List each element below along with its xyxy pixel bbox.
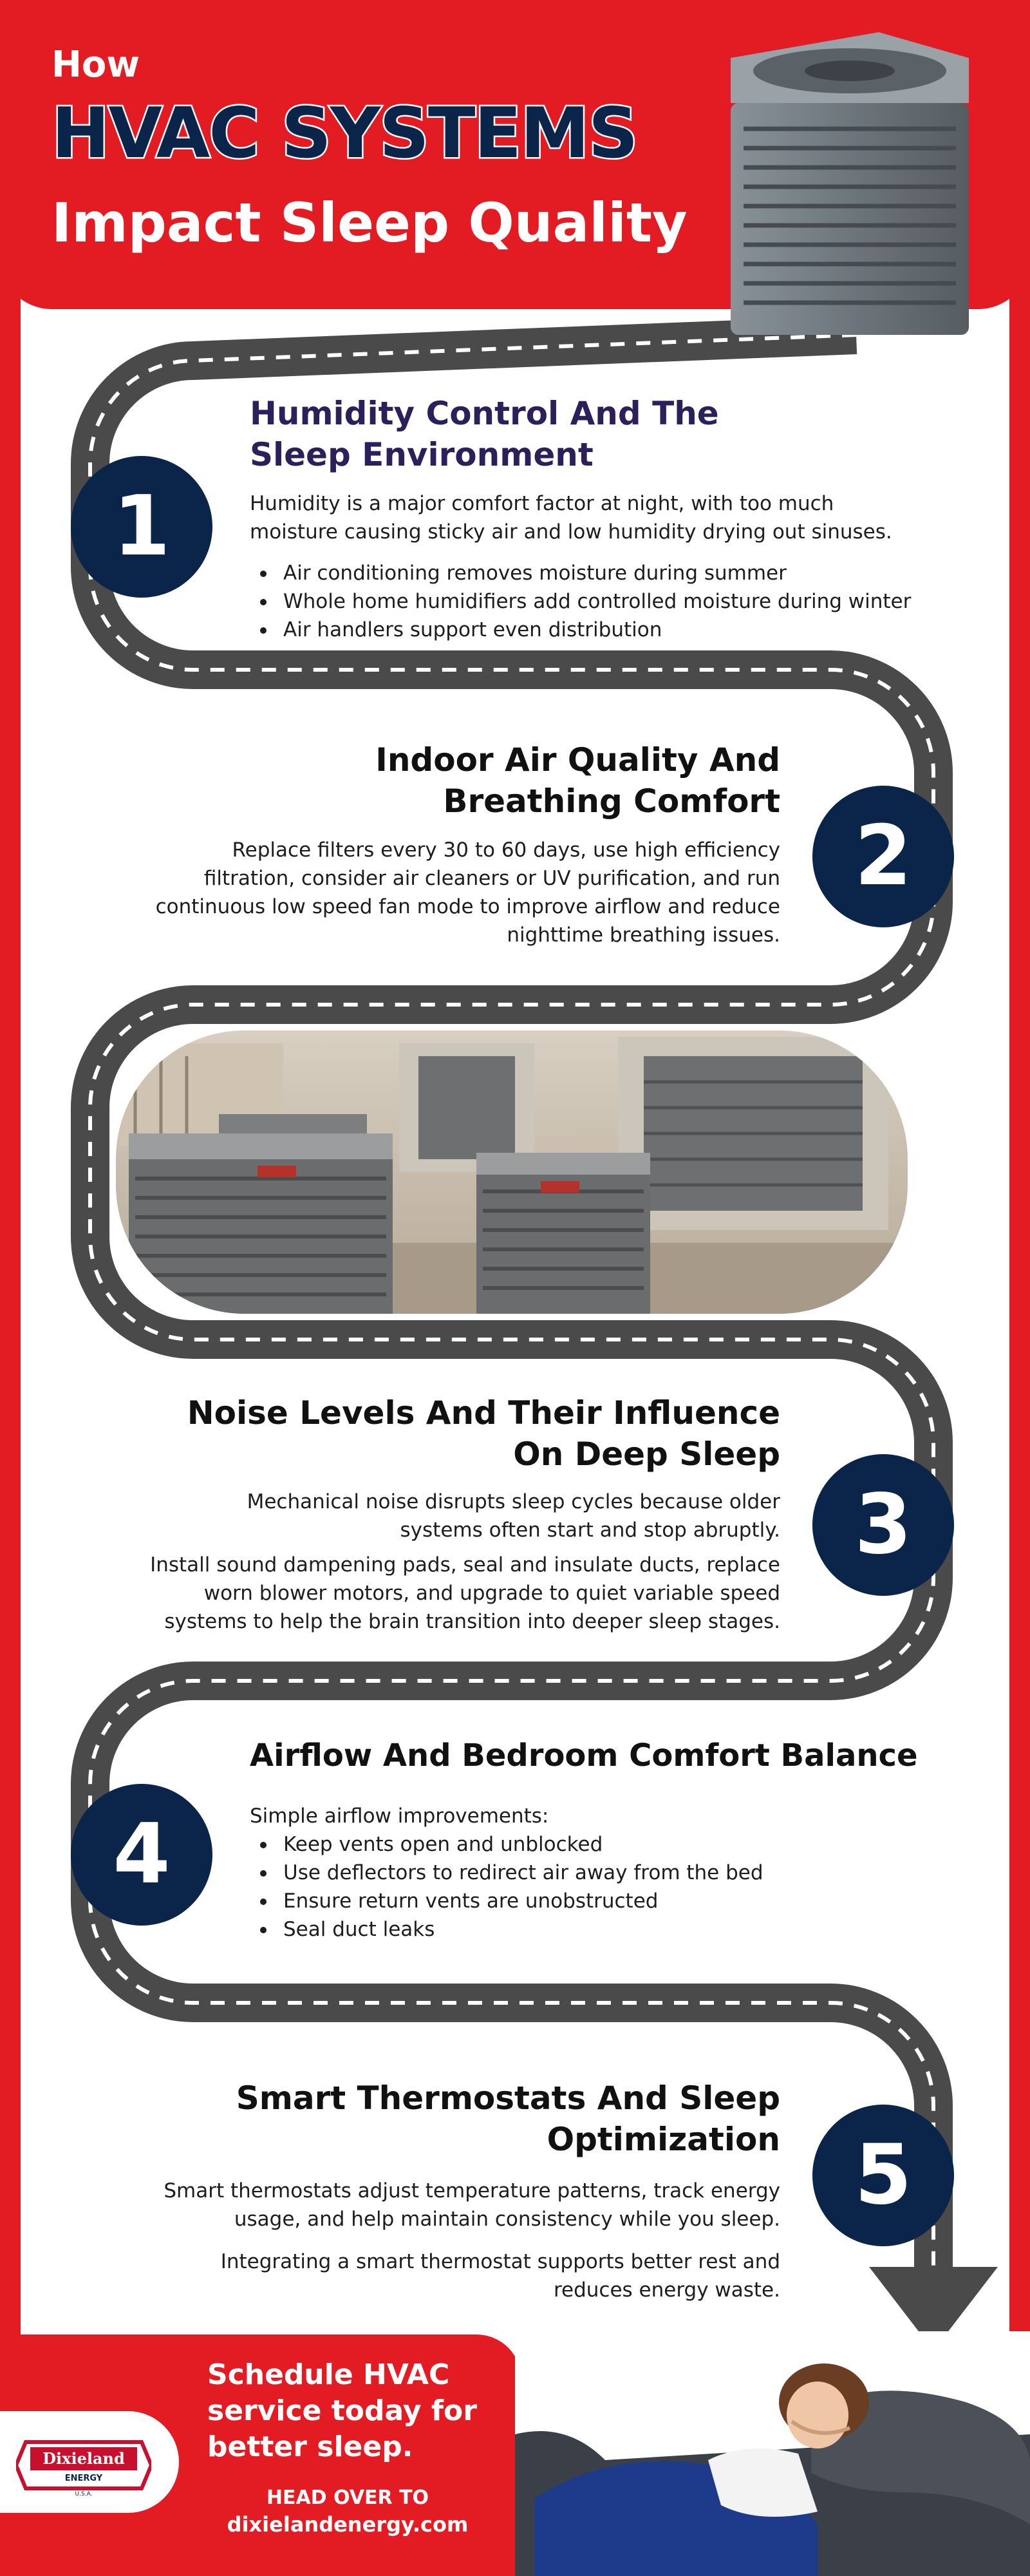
- section-2-title: [103, 739, 780, 822]
- head-over-label: HEAD OVER TO: [266, 2486, 429, 2509]
- section-2-body-line-3: continuous low speed fan mode to improve airflow and reduce: [155, 895, 780, 918]
- list-item: Use deflectors to redirect air away from the bed: [250, 1859, 990, 1887]
- section-5-title-line-1: Smart Thermostats And Sleep: [236, 2079, 780, 2117]
- section-5-para-2: [97, 2248, 780, 2304]
- section-5-para-1-line-1: Smart thermostats adjust temperature patterns, track energy: [164, 2179, 780, 2202]
- list-item: Keep vents open and unblocked: [250, 1830, 990, 1859]
- section-4-title: Airflow And Bedroom Comfort Balance: [250, 1738, 918, 1774]
- section-3-title-line-2: On Deep Sleep: [513, 1435, 780, 1473]
- section-2-number: 2: [812, 786, 954, 927]
- outdoor-ac-units-photo: [116, 1030, 908, 1314]
- list-item: Air conditioning removes moisture during summer: [250, 559, 990, 587]
- list-item: Air handlers support even distribution: [250, 616, 990, 644]
- logo-text-mid: ENERGY: [64, 2474, 103, 2483]
- section-1-bullet-list: [250, 559, 990, 644]
- section-2-title-line-2: Breathing Comfort: [443, 782, 780, 820]
- logo-text-top: Dixieland: [42, 2449, 125, 2468]
- section-2-body-line-1: Replace filters every 30 to 60 days, use high efficiency: [232, 838, 780, 862]
- sleeping-woman-photo: [515, 2331, 1030, 2576]
- section-3-title: [103, 1392, 780, 1475]
- section-5-title-line-2: Optimization: [547, 2121, 780, 2158]
- section-5-para-1: [97, 2177, 780, 2233]
- section-2-body: [97, 836, 780, 949]
- section-1-title-line-1: Humidity Control And The: [250, 395, 719, 432]
- section-5-para-2-line-2: reduces energy waste.: [553, 2278, 780, 2302]
- section-3-number: 3: [812, 1454, 954, 1596]
- header-title: HVAC SYSTEMS: [52, 93, 637, 174]
- section-3-para-2-line-1: Install sound dampening pads, seal and insulate ducts, replace: [150, 1553, 780, 1577]
- section-3-title-line-1: Noise Levels And Their Influence: [187, 1394, 780, 1432]
- cta-line-1: Schedule HVAC: [207, 2358, 450, 2391]
- logo-text-bottom: U.S.A.: [75, 2491, 93, 2497]
- dixieland-energy-logo: [16, 2433, 151, 2497]
- cta-line-2: service today for: [207, 2394, 477, 2427]
- cta-text: [207, 2357, 503, 2465]
- section-3-para-2-line-3: systems to help the brain transition into deeper sleep stages.: [164, 1610, 780, 1633]
- list-item: Whole home humidifiers add controlled moisture during winter: [250, 587, 990, 616]
- section-3-para-1-line-1: Mechanical noise disrupts sleep cycles because older: [247, 1490, 780, 1513]
- section-1-number: 1: [71, 456, 212, 598]
- list-item: Seal duct leaks: [250, 1915, 990, 1944]
- section-1-title-line-2: Sleep Environment: [250, 436, 594, 473]
- section-4-number: 4: [71, 1784, 212, 1926]
- section-3-para-1: [97, 1488, 780, 1544]
- header-pre-title: How: [52, 44, 140, 86]
- list-item: Ensure return vents are unobstructed: [250, 1887, 990, 1915]
- section-5-para-2-line-1: Integrating a smart thermostat supports better rest and: [220, 2250, 780, 2273]
- section-5-number: 5: [812, 2105, 954, 2246]
- header-subtitle: Impact Sleep Quality: [52, 191, 688, 254]
- section-3-para-2: [97, 1551, 780, 1636]
- section-1-title: [250, 393, 971, 475]
- section-1-body-line-2: moisture causing sticky air and low humidity drying out sinuses.: [250, 520, 892, 544]
- section-2-body-line-4: nighttime breathing issues.: [507, 923, 780, 947]
- section-2-body-line-2: filtration, consider air cleaners or UV purification, and run: [203, 867, 780, 890]
- section-2-title-line-1: Indoor Air Quality And: [375, 741, 780, 779]
- section-4-intro: Simple airflow improvements:: [250, 1804, 549, 1828]
- section-4-bullet-list: [250, 1830, 990, 1944]
- section-5-title: [103, 2078, 780, 2160]
- ac-unit-image: [718, 32, 975, 348]
- section-1-body: [250, 489, 971, 546]
- section-3-para-1-line-2: systems often start and stop abruptly.: [400, 1519, 780, 1542]
- website-link[interactable]: dixielandenergy.com: [227, 2512, 469, 2537]
- cta-line-3: better sleep.: [207, 2430, 413, 2463]
- section-3-para-2-line-2: worn blower motors, and upgrade to quiet variable speed: [203, 1582, 780, 1605]
- section-1-body-line-1: Humidity is a major comfort factor at night, with too much: [250, 492, 834, 515]
- section-5-para-1-line-2: usage, and help maintain consistency while you sleep.: [234, 2208, 780, 2231]
